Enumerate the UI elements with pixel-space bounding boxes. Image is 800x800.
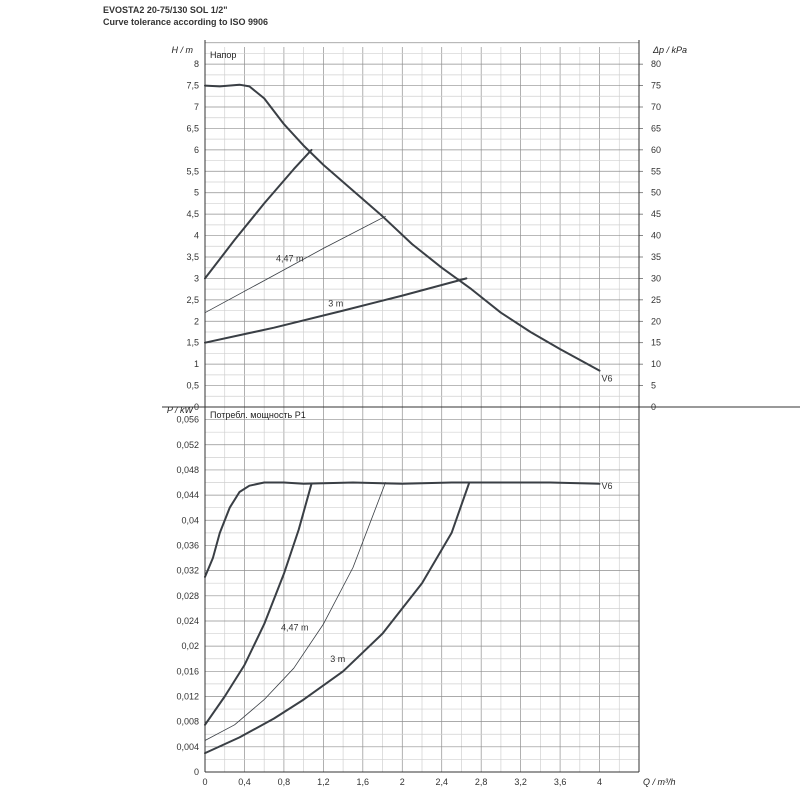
y-axis-label: P / kW (166, 405, 193, 415)
y-tick-label: 0,032 (176, 565, 199, 576)
x-tick-label: 3,2 (514, 777, 527, 787)
x-tick-label: 2,8 (474, 777, 488, 787)
x-tick-label: 0,4 (238, 777, 251, 787)
x-tick-label: 3,6 (553, 777, 567, 787)
series-line-2 (205, 483, 386, 741)
y-tick-label: 1,5 (186, 337, 199, 348)
curve-label: 4,47 m (276, 253, 304, 264)
curve-label: 3 m (328, 298, 344, 309)
y-tick-label: 0 (193, 402, 199, 412)
y-tick-label: 2,5 (186, 294, 199, 305)
y2-tick-label: 80 (651, 59, 662, 70)
x-tick-label: 0 (202, 777, 208, 787)
y-tick-label: 3,5 (186, 252, 199, 262)
y-tick-label: 5,5 (186, 166, 199, 177)
y-tick-label: 4 (193, 230, 199, 241)
panel-title: Потребл. мощность P1 (210, 410, 306, 420)
x-tick-label: 1,2 (317, 777, 330, 787)
y2-tick-label: 35 (651, 252, 662, 262)
y-tick-label: 3 (193, 273, 199, 284)
y2-tick-label: 25 (651, 294, 662, 305)
curve-label: 3 m (330, 653, 346, 664)
y2-tick-label: 50 (651, 187, 662, 198)
y-tick-label: 0,044 (176, 490, 199, 501)
y-tick-label: 0,016 (176, 666, 199, 677)
head-chart (172, 43, 688, 412)
y-tick-label: 6 (193, 144, 199, 155)
y-tick-label: 0 (193, 767, 199, 777)
y2-tick-label: 10 (651, 359, 662, 370)
y-tick-label: 0,028 (176, 590, 199, 601)
y-tick-label: 0,024 (176, 615, 199, 626)
y2-tick-label: 60 (651, 144, 662, 155)
y-tick-label: 7,5 (186, 80, 199, 91)
y-tick-label: 0,02 (181, 641, 199, 652)
y2-tick-label: 75 (651, 80, 662, 91)
y2-tick-label: 40 (651, 230, 662, 241)
y-tick-label: 0,052 (176, 439, 199, 450)
y-tick-label: 4,5 (186, 209, 199, 220)
y2-tick-label: 0 (651, 402, 657, 412)
y-tick-label: 0,036 (176, 540, 199, 551)
y2-tick-label: 45 (651, 209, 662, 220)
x-tick-label: 0,8 (277, 777, 291, 787)
power-chart (167, 405, 676, 787)
y-tick-label: 0,5 (186, 380, 199, 391)
y-tick-label: 0,008 (176, 716, 199, 727)
y-axis-label: H / m (171, 45, 193, 55)
y-tick-label: 5 (193, 187, 199, 198)
y-tick-label: 6,5 (186, 123, 199, 134)
y-tick-label: 0,012 (176, 691, 199, 702)
y-tick-label: 0,004 (176, 741, 199, 752)
x-axis-label: Q / m³/h (643, 777, 676, 787)
y-tick-label: 1 (193, 359, 199, 370)
y-tick-label: 8 (193, 59, 199, 70)
y2-tick-label: 65 (651, 123, 662, 134)
y2-tick-label: 5 (651, 380, 657, 391)
x-tick-label: 2,4 (435, 777, 448, 787)
curve-label: 4,47 m (280, 622, 309, 633)
y-tick-label: 0,048 (176, 464, 199, 475)
y-tick-label: 7 (193, 102, 199, 112)
panel-title: Напор (210, 50, 237, 60)
y2-tick-label: 20 (651, 316, 662, 327)
x-tick-label: 2 (399, 777, 405, 787)
y-tick-label: 2 (193, 316, 199, 327)
x-tick-label: 1,6 (356, 777, 370, 787)
y2-tick-label: 30 (651, 273, 662, 284)
y2-axis-label: Δp / kPa (653, 45, 688, 55)
chart-subtitle: Curve tolerance according to ISO 9906 (103, 17, 269, 27)
x-tick-label: 4 (597, 777, 603, 787)
series-line-2 (205, 216, 386, 312)
y2-tick-label: 70 (651, 102, 662, 112)
y2-tick-label: 55 (651, 166, 662, 177)
y2-tick-label: 15 (651, 337, 662, 348)
curve-label: V6 (601, 480, 613, 491)
chart-title: EVOSTA2 20-75/130 SOL 1/2" (103, 5, 228, 15)
curve-label: V6 (601, 373, 613, 384)
y-tick-label: 0,04 (181, 515, 199, 526)
y-tick-label: 0,056 (176, 414, 199, 425)
